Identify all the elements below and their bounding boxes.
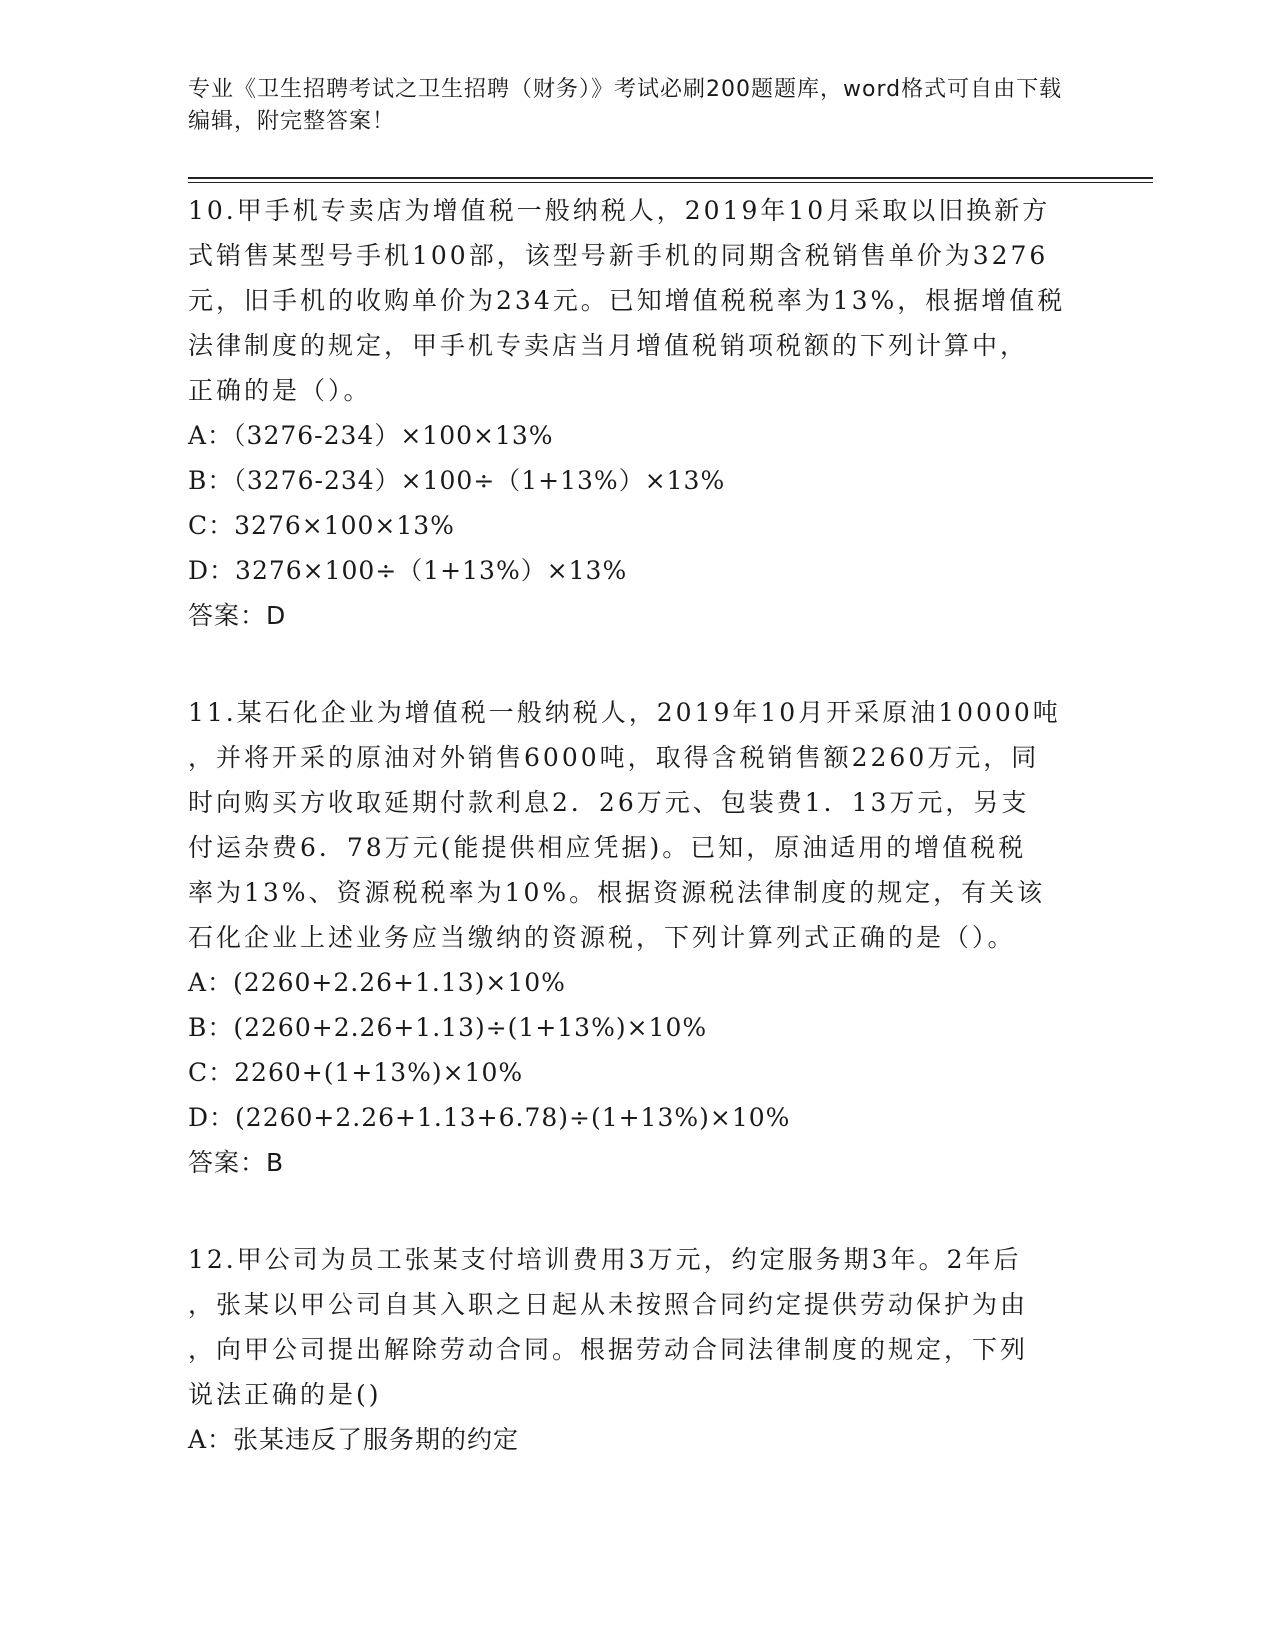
option-d: D：(2260+2.26+1.13+6.78)÷(1+13%)×10% <box>188 1103 791 1132</box>
question-stem-line: 时向购买方收取延期付款利息2．26万元、包装费1．13万元，另支 <box>188 788 1030 817</box>
question-stem-line: 率为13%、资源税税率为10%。根据资源税法律制度的规定，有关该 <box>188 878 1046 907</box>
option-c: C：2260+(1+13%)×10% <box>188 1058 524 1087</box>
option-a: A：(2260+2.26+1.13)×10% <box>188 968 566 997</box>
question-stem-line: ，并将开采的原油对外销售6000吨，取得含税销售额2260万元，同 <box>188 743 1040 772</box>
option-a: A：张某违反了服务期的约定 <box>188 1425 520 1454</box>
question-stem-line: 11.某石化企业为增值税一般纳税人，2019年10月开采原油10000吨 <box>188 698 1061 727</box>
option-b: B：（3276-234）×100÷（1+13%）×13% <box>188 466 726 495</box>
header-divider <box>188 177 1153 179</box>
question-stem-line: ，张某以甲公司自其入职之日起从未按照合同约定提供劳动保护为由 <box>188 1290 1029 1319</box>
question-11 <box>188 690 1078 1185</box>
header-divider-thin <box>188 182 1153 183</box>
question-stem-line: ，向甲公司提出解除劳动合同。根据劳动合同法律制度的规定，下列 <box>188 1335 1029 1364</box>
answer: 答案：D <box>188 601 287 630</box>
question-stem-line: 10.甲手机专卖店为增值税一般纳税人，2019年10月采取以旧换新方 <box>188 196 1051 225</box>
option-c: C：3276×100×13% <box>188 511 455 540</box>
question-stem-line: 说法正确的是() <box>188 1380 382 1409</box>
document-header: 专业《卫生招聘考试之卫生招聘（财务）》考试必刷200题题库，word格式可自由下载编辑，附完整答案！ <box>188 77 1063 134</box>
question-12 <box>188 1237 1078 1462</box>
question-stem-line: 法律制度的规定，甲手机专卖店当月增值税销项税额的下列计算中， <box>188 331 1029 360</box>
question-stem-line: 式销售某型号手机100部，该型号新手机的同期含税销售单价为3276 <box>188 241 1049 270</box>
option-a: A：（3276-234）×100×13% <box>188 421 554 450</box>
question-stem-line: 正确的是（）。 <box>188 376 372 405</box>
question-stem-line: 12.甲公司为员工张某支付培训费用3万元，约定服务期3年。2年后 <box>188 1245 1022 1274</box>
question-stem-line: 元，旧手机的收购单价为234元。已知增值税税率为13%，根据增值税 <box>188 286 1066 315</box>
question-stem-line: 付运杂费6．78万元(能提供相应凭据)。已知，原油适用的增值税税 <box>188 833 1027 862</box>
option-b: B：(2260+2.26+1.13)÷(1+13%)×10% <box>188 1013 708 1042</box>
question-10 <box>188 188 1078 638</box>
option-d: D：3276×100÷（1+13%）×13% <box>188 556 628 585</box>
answer: 答案：B <box>188 1148 285 1177</box>
question-stem-line: 石化企业上述业务应当缴纳的资源税，下列计算列式正确的是（）。 <box>188 923 1016 952</box>
